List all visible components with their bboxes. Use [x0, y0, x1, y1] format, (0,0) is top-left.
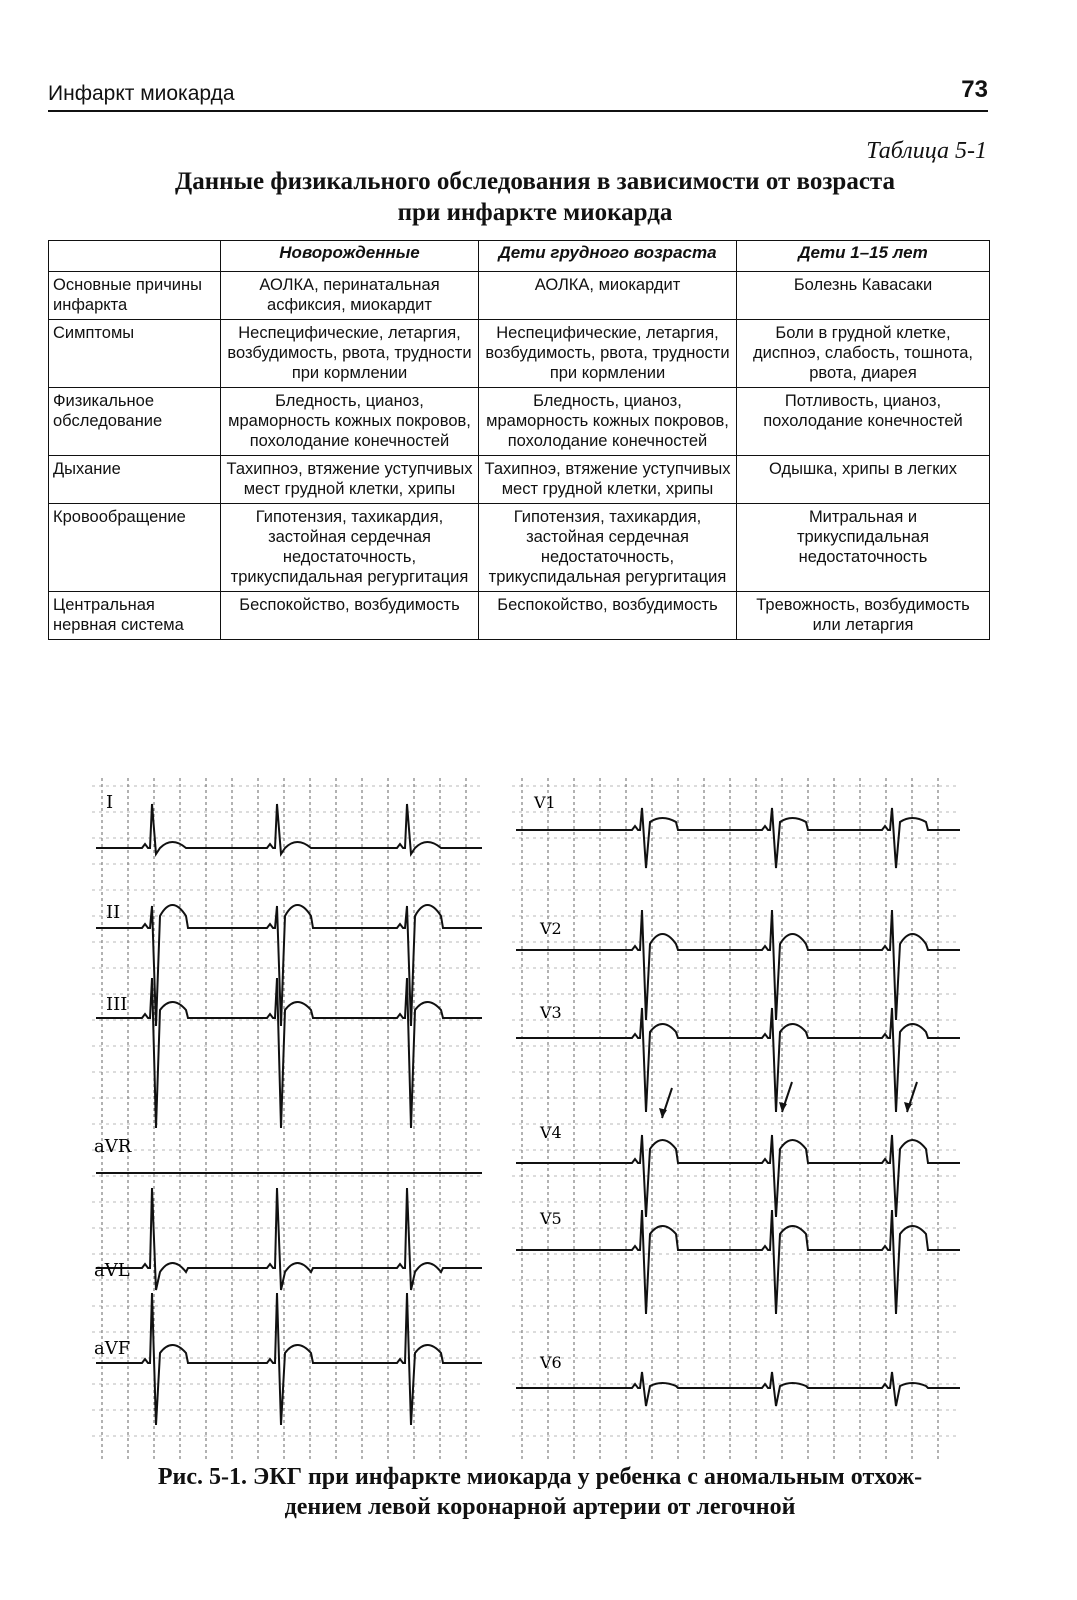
table-row — [49, 456, 990, 504]
table-cell: Тахипноэ, втяжение уступчивых мест грудной клетки, хрипы — [479, 456, 737, 504]
figure-caption — [40, 1462, 1040, 1522]
ecg-figure — [92, 778, 990, 1460]
ecg-trace — [96, 1188, 482, 1290]
ecg-trace — [516, 1372, 960, 1406]
table-cell: Гипотензия, тахикардия, застойная сердечная недостаточность, трикуспидальная регургитация — [479, 504, 737, 592]
table-cell: Тревожность, возбудимость или летаргия — [737, 592, 990, 640]
lead-label: I — [106, 792, 114, 813]
column-header: Дети 1–15 лет — [737, 241, 990, 272]
table-cell: АОЛКА, перинатальная асфиксия, миокардит — [221, 272, 479, 320]
table-title-line: при инфаркте миокарда — [397, 199, 673, 226]
lead-label: V4 — [540, 1123, 562, 1142]
row-label: Дыхание — [49, 456, 221, 504]
table-row — [49, 272, 990, 320]
table-title — [60, 166, 1010, 228]
table-row — [49, 592, 990, 640]
table-label: Таблица 5-1 — [866, 138, 987, 164]
lead-label: V1 — [534, 793, 556, 812]
ecg-trace — [516, 1008, 960, 1112]
table-cell: Беспокойство, возбудимость — [221, 592, 479, 640]
row-label: Физикальное обследование — [49, 388, 221, 456]
table-cell: Неспецифические, летаргия, возбудимость, рвота, трудности при кормлении — [479, 320, 737, 388]
table-row — [49, 320, 990, 388]
lead-label: V2 — [540, 919, 562, 938]
table-cell: Неспецифические, летаргия, возбудимость, рвота, трудности при кормлении — [221, 320, 479, 388]
ecg-trace — [516, 1210, 960, 1314]
table-cell: Митральная и трикуспидальная недостаточность — [737, 504, 990, 592]
table-cell: Болезнь Кавасаки — [737, 272, 990, 320]
ecg-tracing — [92, 778, 990, 1460]
table-row — [49, 504, 990, 592]
table-cell: Гипотензия, тахикардия, застойная сердечная недостаточность, трикуспидальная регургитация — [221, 504, 479, 592]
column-header — [49, 241, 221, 272]
lead-label: aVF — [94, 1338, 131, 1359]
table-title-line: Данные физикального обследования в зависимости от возраста — [175, 168, 895, 195]
lead-label: II — [106, 902, 121, 923]
table-row — [49, 388, 990, 456]
lead-label: aVR — [94, 1136, 132, 1157]
table-cell: Бледность, цианоз, мраморность кожных покровов, похолодание конечностей — [221, 388, 479, 456]
page-number: 73 — [961, 76, 988, 103]
ecg-grid — [92, 778, 960, 1460]
lead-label: III — [106, 994, 128, 1015]
caption-line: дением левой коронарной артерии от легочной — [284, 1494, 796, 1520]
physical-exam-table — [48, 240, 990, 640]
ecg-arrows — [659, 1082, 917, 1118]
section-title: Инфаркт миокарда — [48, 82, 235, 105]
row-label: Кровообращение — [49, 504, 221, 592]
row-label: Центральная нервная система — [49, 592, 221, 640]
lead-label: V3 — [540, 1003, 562, 1022]
row-label: Основные причины инфаркта — [49, 272, 221, 320]
running-head — [48, 72, 988, 112]
table-cell: Одышка, хрипы в легких — [737, 456, 990, 504]
table-cell: Бледность, цианоз, мраморность кожных покровов, похолодание конечностей — [479, 388, 737, 456]
table-cell: Беспокойство, возбудимость — [479, 592, 737, 640]
row-label: Симптомы — [49, 320, 221, 388]
table-cell: Боли в грудной клетке, диспноэ, слабость, тошнота, рвота, диарея — [737, 320, 990, 388]
ecg-trace — [516, 910, 960, 1020]
lead-label: aVL — [94, 1260, 130, 1281]
table-header-row — [49, 241, 990, 272]
caption-line: Рис. 5-1. ЭКГ при инфаркте миокарда у ребенка с аномальным отхож- — [157, 1464, 923, 1490]
lead-label: V5 — [540, 1209, 562, 1228]
table-cell: АОЛКА, миокардит — [479, 272, 737, 320]
column-header: Новорожденные — [221, 241, 479, 272]
column-header: Дети грудного возраста — [479, 241, 737, 272]
lead-label: V6 — [540, 1353, 562, 1372]
table-cell: Потливость, цианоз, похолодание конечностей — [737, 388, 990, 456]
table-cell: Тахипноэ, втяжение уступчивых мест грудной клетки, хрипы — [221, 456, 479, 504]
